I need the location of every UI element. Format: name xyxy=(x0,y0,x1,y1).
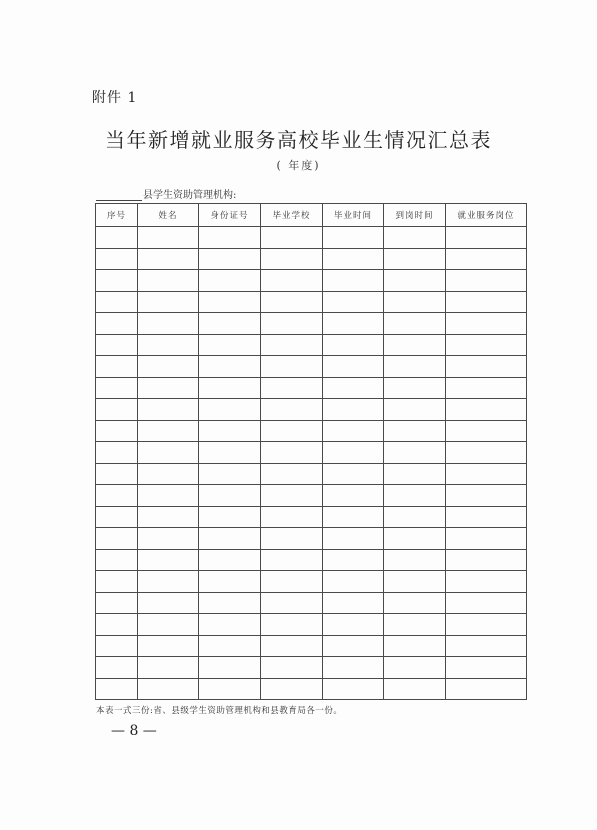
table-cell xyxy=(96,399,138,421)
table-cell xyxy=(384,248,446,270)
table-cell xyxy=(261,592,323,614)
table-cell xyxy=(446,334,527,356)
table-cell xyxy=(323,291,384,313)
table-cell xyxy=(261,485,323,507)
table-cell xyxy=(138,614,199,636)
table-cell xyxy=(138,635,199,657)
year-line: ( 年度) xyxy=(276,159,321,172)
table-cell xyxy=(446,313,527,335)
page-number: — 8 — xyxy=(111,723,157,739)
column-header: 序号 xyxy=(96,204,138,227)
table-cell xyxy=(138,592,199,614)
table-cell xyxy=(384,356,446,378)
table-row xyxy=(96,678,527,700)
column-header: 姓名 xyxy=(138,204,199,227)
table-cell xyxy=(199,678,261,700)
table-cell xyxy=(323,549,384,571)
summary-table xyxy=(95,203,527,700)
table-cell xyxy=(384,678,446,700)
table-row xyxy=(96,442,527,464)
table-cell xyxy=(261,248,323,270)
table-row xyxy=(96,528,527,550)
table-cell xyxy=(446,227,527,249)
table-cell xyxy=(261,377,323,399)
table-cell xyxy=(96,571,138,593)
table-cell xyxy=(446,678,527,700)
table-cell xyxy=(323,485,384,507)
table-cell xyxy=(323,678,384,700)
column-header: 毕业时间 xyxy=(323,204,384,227)
table-row xyxy=(96,635,527,657)
table-cell xyxy=(138,313,199,335)
table-cell xyxy=(323,657,384,679)
table-cell xyxy=(323,635,384,657)
table-cell xyxy=(323,614,384,636)
table-cell xyxy=(138,399,199,421)
table-row xyxy=(96,356,527,378)
table-cell xyxy=(138,549,199,571)
table-cell xyxy=(446,356,527,378)
table-cell xyxy=(138,463,199,485)
table-cell xyxy=(384,592,446,614)
table-cell xyxy=(323,334,384,356)
table-cell xyxy=(384,313,446,335)
table-cell xyxy=(323,248,384,270)
table-body xyxy=(96,227,527,700)
table-cell xyxy=(261,270,323,292)
org-line xyxy=(96,186,236,201)
table-cell xyxy=(446,485,527,507)
table-cell xyxy=(384,571,446,593)
table-cell xyxy=(261,442,323,464)
attachment-label: 附件 1 xyxy=(92,90,138,106)
table-cell xyxy=(199,248,261,270)
table-cell xyxy=(199,635,261,657)
table-cell xyxy=(261,291,323,313)
table-row xyxy=(96,399,527,421)
column-header: 毕业学校 xyxy=(261,204,323,227)
table-cell xyxy=(446,248,527,270)
table-cell xyxy=(199,313,261,335)
table-cell xyxy=(446,506,527,528)
table-cell xyxy=(446,657,527,679)
table-cell xyxy=(323,528,384,550)
table-cell xyxy=(446,635,527,657)
table-cell xyxy=(323,227,384,249)
table-cell xyxy=(446,270,527,292)
table-row xyxy=(96,313,527,335)
table-row xyxy=(96,485,527,507)
table-cell xyxy=(261,463,323,485)
table-cell xyxy=(446,614,527,636)
table-cell xyxy=(446,549,527,571)
table-cell xyxy=(138,227,199,249)
table-row xyxy=(96,463,527,485)
table-cell xyxy=(199,506,261,528)
table-cell xyxy=(384,485,446,507)
column-header: 就业服务岗位 xyxy=(446,204,527,227)
table-cell xyxy=(384,549,446,571)
table-cell xyxy=(199,356,261,378)
table-cell xyxy=(96,420,138,442)
table-row xyxy=(96,248,527,270)
table-cell xyxy=(138,442,199,464)
table-cell xyxy=(261,334,323,356)
table-cell xyxy=(323,399,384,421)
table-cell xyxy=(323,420,384,442)
table-cell xyxy=(261,678,323,700)
table-cell xyxy=(138,291,199,313)
table-cell xyxy=(384,528,446,550)
footer-note: 本表一式三份:省、县级学生资助管理机构和县教育局各一份。 xyxy=(96,706,343,716)
table-cell xyxy=(96,592,138,614)
table-cell xyxy=(384,506,446,528)
table-cell xyxy=(446,592,527,614)
table-cell xyxy=(446,528,527,550)
table-cell xyxy=(261,528,323,550)
table-cell xyxy=(323,313,384,335)
table-cell xyxy=(446,571,527,593)
table-row xyxy=(96,571,527,593)
column-header: 到岗时间 xyxy=(384,204,446,227)
table-cell xyxy=(199,485,261,507)
table-cell xyxy=(446,399,527,421)
table-cell xyxy=(96,506,138,528)
table-cell xyxy=(384,377,446,399)
table-cell xyxy=(323,270,384,292)
table-cell xyxy=(138,528,199,550)
table-cell xyxy=(138,678,199,700)
table-row xyxy=(96,614,527,636)
table-cell xyxy=(199,377,261,399)
table-cell xyxy=(138,334,199,356)
table-cell xyxy=(261,571,323,593)
table-header-row xyxy=(96,204,527,227)
table-cell xyxy=(199,528,261,550)
table-cell xyxy=(323,592,384,614)
table-cell xyxy=(446,442,527,464)
table-cell xyxy=(96,549,138,571)
table-cell xyxy=(199,614,261,636)
table-cell xyxy=(384,227,446,249)
table-cell xyxy=(96,635,138,657)
table-row xyxy=(96,291,527,313)
table-cell xyxy=(323,571,384,593)
table-cell xyxy=(138,377,199,399)
table-cell xyxy=(96,485,138,507)
table-cell xyxy=(96,334,138,356)
table-cell xyxy=(384,291,446,313)
table-cell xyxy=(261,549,323,571)
table-cell xyxy=(323,506,384,528)
table-cell xyxy=(384,442,446,464)
table-cell xyxy=(261,657,323,679)
table-cell xyxy=(261,313,323,335)
table-cell xyxy=(384,657,446,679)
table-cell xyxy=(138,506,199,528)
table-cell xyxy=(138,356,199,378)
table-cell xyxy=(323,463,384,485)
table-cell xyxy=(96,291,138,313)
table-cell xyxy=(384,399,446,421)
table-cell xyxy=(138,485,199,507)
table-cell xyxy=(199,657,261,679)
table-cell xyxy=(384,334,446,356)
table-row xyxy=(96,592,527,614)
table-row xyxy=(96,227,527,249)
table-row xyxy=(96,506,527,528)
table-cell xyxy=(96,442,138,464)
table-cell xyxy=(446,377,527,399)
table-cell xyxy=(96,377,138,399)
table-cell xyxy=(199,334,261,356)
table-row xyxy=(96,377,527,399)
table-cell xyxy=(261,614,323,636)
table-cell xyxy=(261,420,323,442)
table-cell xyxy=(199,399,261,421)
table-row xyxy=(96,420,527,442)
table-row xyxy=(96,334,527,356)
table-cell xyxy=(261,227,323,249)
table-cell xyxy=(96,356,138,378)
org-label: 县学生资助管理机构: xyxy=(143,190,237,201)
table-cell xyxy=(199,549,261,571)
table-cell xyxy=(96,248,138,270)
table-cell xyxy=(96,270,138,292)
table-row xyxy=(96,657,527,679)
column-header: 身份证号 xyxy=(199,204,261,227)
table-cell xyxy=(199,592,261,614)
table-cell xyxy=(96,227,138,249)
table-cell xyxy=(96,678,138,700)
table-cell xyxy=(261,356,323,378)
table-cell xyxy=(384,614,446,636)
table-cell xyxy=(384,270,446,292)
table-cell xyxy=(138,657,199,679)
table-cell xyxy=(199,420,261,442)
table-cell xyxy=(323,442,384,464)
table-row xyxy=(96,549,527,571)
table-cell xyxy=(138,571,199,593)
table-cell xyxy=(261,399,323,421)
table-cell xyxy=(384,635,446,657)
table-cell xyxy=(96,657,138,679)
table-cell xyxy=(199,270,261,292)
table-cell xyxy=(96,614,138,636)
table-cell xyxy=(384,420,446,442)
table-cell xyxy=(446,463,527,485)
org-blank-underline xyxy=(96,189,142,201)
table-cell xyxy=(199,463,261,485)
table-cell xyxy=(446,420,527,442)
table-cell xyxy=(446,291,527,313)
table-cell xyxy=(261,635,323,657)
table-cell xyxy=(199,291,261,313)
table-cell xyxy=(138,420,199,442)
table-cell xyxy=(96,528,138,550)
table-cell xyxy=(96,463,138,485)
table-cell xyxy=(199,442,261,464)
table-cell xyxy=(199,571,261,593)
table-cell xyxy=(384,463,446,485)
document-title: 当年新增就业服务高校毕业生情况汇总表 xyxy=(105,128,492,152)
table-row xyxy=(96,270,527,292)
table-cell xyxy=(199,227,261,249)
table-cell xyxy=(138,248,199,270)
table-cell xyxy=(323,377,384,399)
table-cell xyxy=(323,356,384,378)
table-cell xyxy=(261,506,323,528)
table-cell xyxy=(96,313,138,335)
table-cell xyxy=(138,270,199,292)
